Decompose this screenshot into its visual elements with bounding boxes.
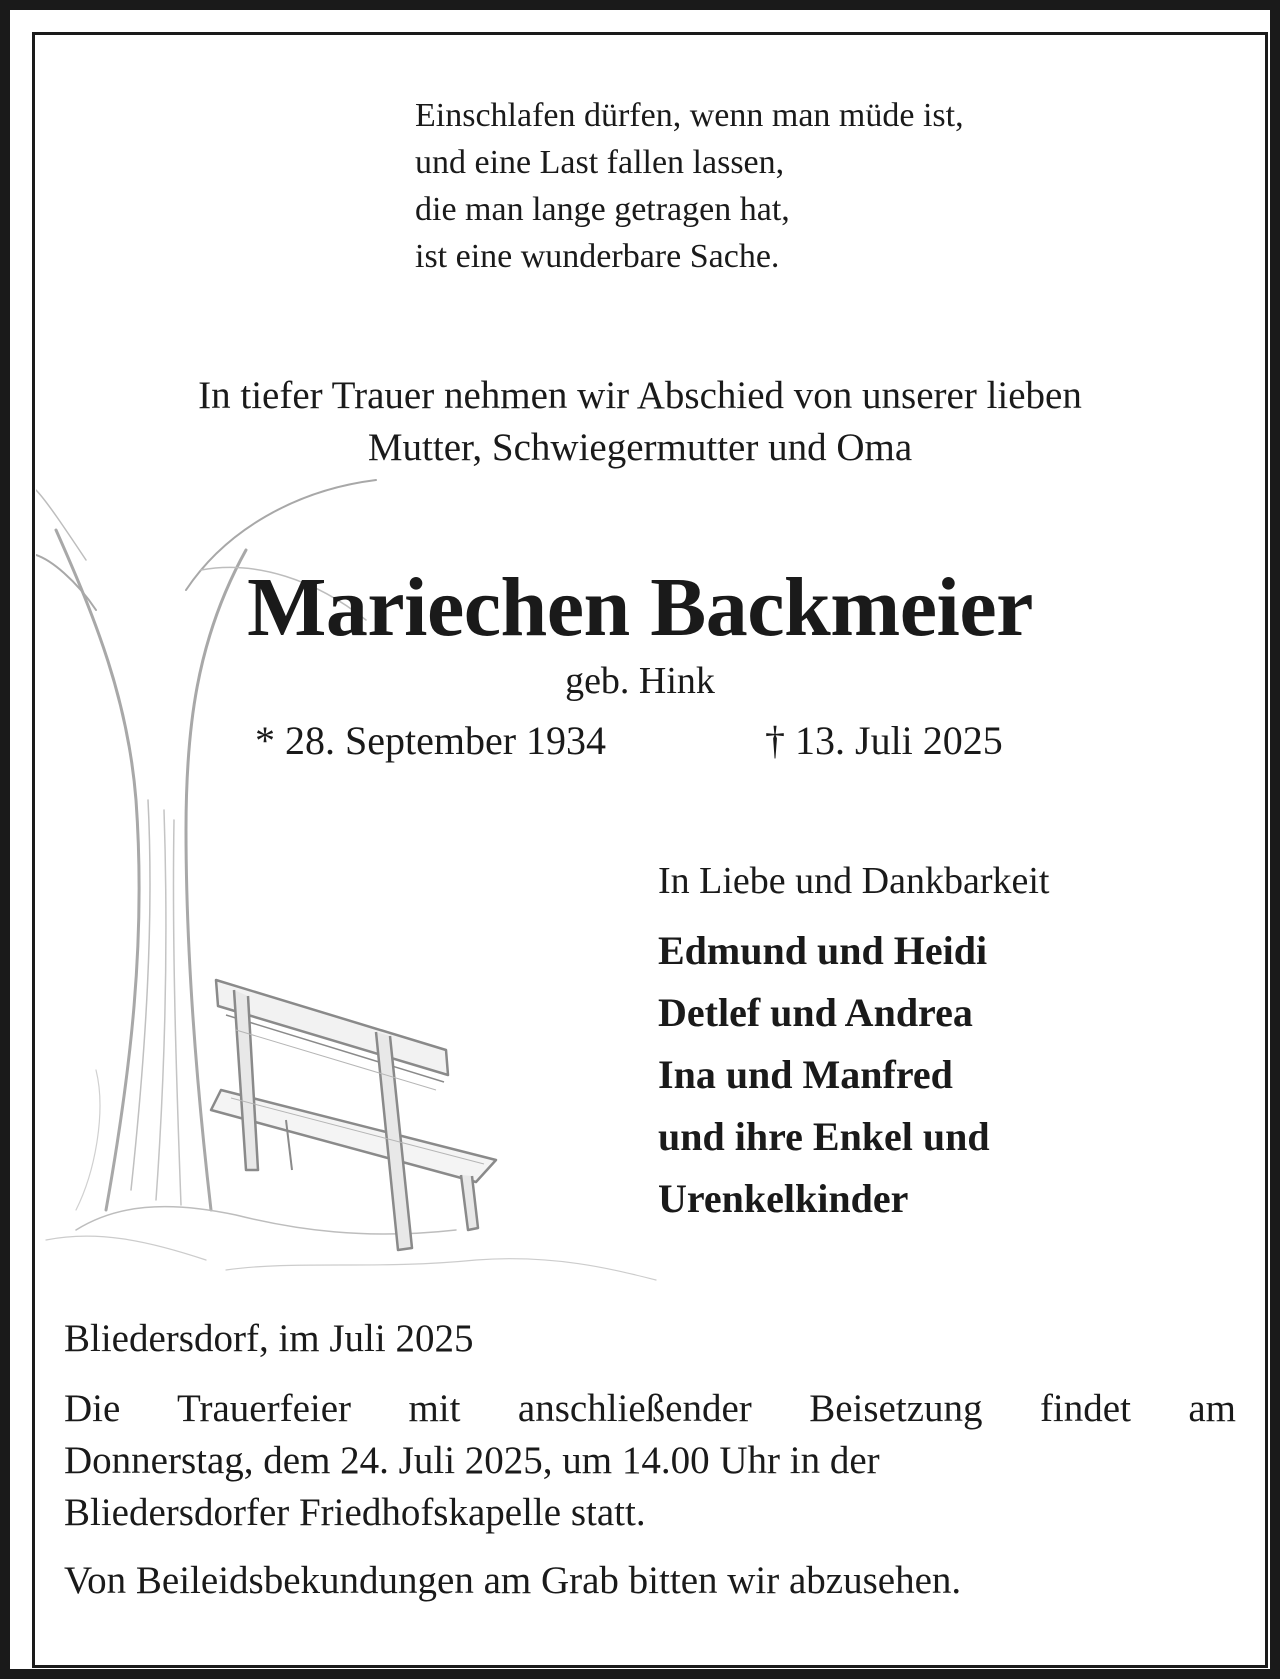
obituary-card	[10, 10, 1270, 1669]
announcement-line-2: Mutter, Schwiegermutter und Oma	[367, 426, 913, 469]
poem-line: ist eine wunderbare Sache.	[415, 238, 780, 275]
mourner-name: Edmund und Heidi	[658, 928, 988, 973]
announcement-line-1: In tiefer Trauer nehmen wir Abschied von unserer lieben	[198, 374, 1082, 417]
funeral-service-info	[64, 1383, 1236, 1539]
service-line-3: Bliedersdorfer Friedhofskapelle statt.	[64, 1491, 646, 1534]
poem-line: die man lange getragen hat,	[415, 191, 790, 228]
birth-date: * 28. September 1934	[255, 718, 607, 763]
service-line-1: Die Trauerfeier mit anschließender Beisetzung findet am	[64, 1387, 1236, 1430]
maiden-name: geb. Hink	[565, 660, 715, 702]
mourner-name: Detlef und Andrea	[658, 990, 973, 1035]
mourning-announcement	[10, 370, 1270, 474]
mourner-name: Urenkelkinder	[658, 1176, 909, 1221]
mourners-list	[658, 920, 990, 1230]
mourner-name: Ina und Manfred	[658, 1052, 953, 1097]
poem	[415, 92, 964, 280]
poem-line: Einschlafen dürfen, wenn man müde ist,	[415, 97, 964, 134]
deceased-name: Mariechen Backmeier	[247, 561, 1033, 654]
service-line-2: Donnerstag, dem 24. Juli 2025, um 14.00 Uhr in der	[64, 1439, 880, 1482]
place-and-date: Bliedersdorf, im Juli 2025	[64, 1317, 474, 1360]
mourners-intro: In Liebe und Dankbarkeit	[658, 860, 1050, 902]
condolence-request: Von Beileidsbekundungen am Grab bitten wir abzusehen.	[64, 1559, 962, 1602]
poem-line: und eine Last fallen lassen,	[415, 144, 785, 181]
death-date: † 13. Juli 2025	[765, 718, 1003, 763]
mourner-name: und ihre Enkel und	[658, 1114, 990, 1159]
